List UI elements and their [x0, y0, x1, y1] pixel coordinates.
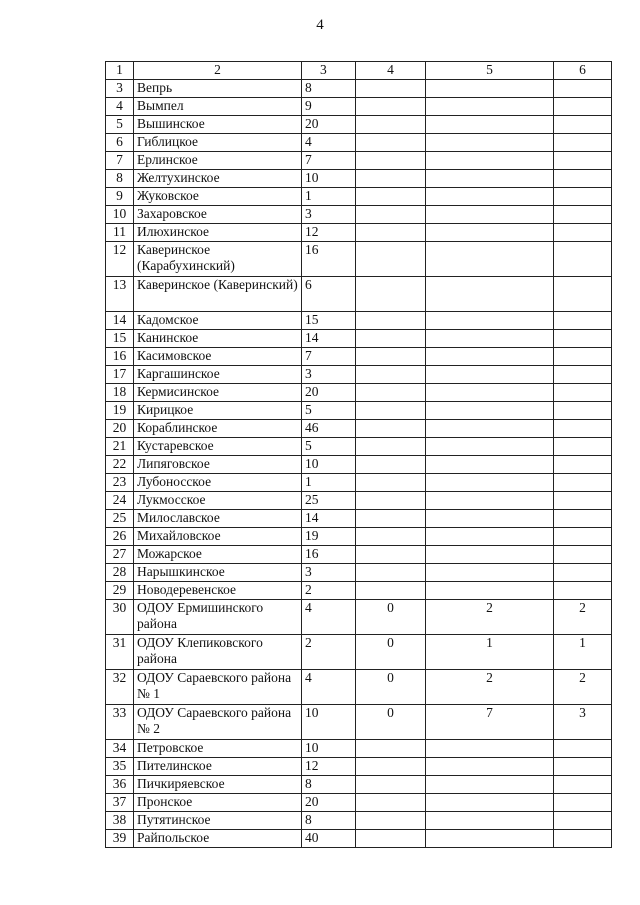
- table-cell: [426, 776, 554, 794]
- table-cell: 14: [302, 510, 356, 528]
- table-cell: [554, 582, 612, 600]
- table-cell: [426, 794, 554, 812]
- table-cell: [554, 152, 612, 170]
- table-cell: 7: [302, 152, 356, 170]
- data-table: [105, 61, 612, 848]
- table-cell: Желтухинское: [134, 170, 302, 188]
- table-cell: 24: [106, 492, 134, 510]
- table-cell: [554, 402, 612, 420]
- table-cell: [356, 456, 426, 474]
- table-cell: [554, 740, 612, 758]
- table-cell: 40: [302, 830, 356, 848]
- table-cell: 13: [106, 277, 134, 312]
- table-cell: Пичкиряевское: [134, 776, 302, 794]
- table-cell: [356, 438, 426, 456]
- table-row: [106, 812, 612, 830]
- table-cell: [426, 80, 554, 98]
- table-cell: 20: [302, 794, 356, 812]
- table-cell: Лукмосское: [134, 492, 302, 510]
- table-cell: 4: [106, 98, 134, 116]
- table-row: [106, 670, 612, 705]
- table-cell: [356, 348, 426, 366]
- table-cell: [554, 277, 612, 312]
- table-cell: Путятинское: [134, 812, 302, 830]
- table-cell: 16: [302, 546, 356, 564]
- table-cell: 6: [106, 134, 134, 152]
- table-cell: [356, 402, 426, 420]
- table-cell: 10: [302, 705, 356, 740]
- column-header: 2: [134, 62, 302, 80]
- table-cell: [554, 528, 612, 546]
- table-cell: Вымпел: [134, 98, 302, 116]
- table-cell: [554, 170, 612, 188]
- table-row: [106, 384, 612, 402]
- table-cell: 23: [106, 474, 134, 492]
- table-cell: 1: [302, 188, 356, 206]
- table-cell: 9: [106, 188, 134, 206]
- table-row: [106, 242, 612, 277]
- table-cell: 38: [106, 812, 134, 830]
- table-row: [106, 134, 612, 152]
- table-row: [106, 277, 612, 312]
- table-cell: [356, 80, 426, 98]
- table-cell: 28: [106, 564, 134, 582]
- table-cell: [356, 528, 426, 546]
- table-row: [106, 420, 612, 438]
- table-cell: [554, 188, 612, 206]
- table-cell: [356, 312, 426, 330]
- table-cell: 10: [106, 206, 134, 224]
- table-cell: Касимовское: [134, 348, 302, 366]
- table-cell: [356, 564, 426, 582]
- table-cell: 15: [302, 312, 356, 330]
- table-cell: [356, 492, 426, 510]
- table-cell: Михайловское: [134, 528, 302, 546]
- table-cell: 0: [356, 705, 426, 740]
- table-row: [106, 600, 612, 635]
- table-cell: 37: [106, 794, 134, 812]
- table-cell: Райпольское: [134, 830, 302, 848]
- table-cell: [554, 438, 612, 456]
- table-cell: [426, 98, 554, 116]
- column-header: 6: [554, 62, 612, 80]
- table-cell: 12: [302, 224, 356, 242]
- table-cell: [426, 116, 554, 134]
- table-row: [106, 582, 612, 600]
- table-cell: [426, 402, 554, 420]
- table-cell: 34: [106, 740, 134, 758]
- table-cell: [426, 242, 554, 277]
- table-cell: Жуковское: [134, 188, 302, 206]
- table-row: [106, 492, 612, 510]
- table-cell: Вепрь: [134, 80, 302, 98]
- table-cell: [426, 330, 554, 348]
- table-cell: [356, 366, 426, 384]
- table-cell: [356, 277, 426, 312]
- table-cell: Пронское: [134, 794, 302, 812]
- table-cell: [356, 242, 426, 277]
- table-row: [106, 366, 612, 384]
- table-row: [106, 206, 612, 224]
- table-cell: [356, 812, 426, 830]
- table-cell: [356, 776, 426, 794]
- table-cell: [356, 474, 426, 492]
- table-cell: 1: [302, 474, 356, 492]
- table-cell: 12: [302, 758, 356, 776]
- table-cell: [554, 510, 612, 528]
- table-cell: Кустаревское: [134, 438, 302, 456]
- table-cell: [554, 98, 612, 116]
- table-cell: Кораблинское: [134, 420, 302, 438]
- table-cell: Петровское: [134, 740, 302, 758]
- table-cell: 5: [106, 116, 134, 134]
- table-cell: [426, 206, 554, 224]
- table-cell: [426, 740, 554, 758]
- page-number: 4: [316, 17, 324, 33]
- table-cell: 7: [106, 152, 134, 170]
- table-row: [106, 776, 612, 794]
- table-cell: [426, 384, 554, 402]
- table-cell: [426, 170, 554, 188]
- table-cell: [426, 812, 554, 830]
- table-cell: 3: [554, 705, 612, 740]
- table-cell: 2: [302, 635, 356, 670]
- table-cell: [356, 420, 426, 438]
- table-row: [106, 635, 612, 670]
- table-cell: 8: [302, 80, 356, 98]
- table-row: [106, 438, 612, 456]
- table-cell: Липяговское: [134, 456, 302, 474]
- table-cell: [426, 528, 554, 546]
- table-cell: 25: [106, 510, 134, 528]
- table-row: [106, 402, 612, 420]
- table-cell: [426, 188, 554, 206]
- table-cell: [426, 152, 554, 170]
- table-cell: [356, 794, 426, 812]
- table-row: [106, 312, 612, 330]
- table-cell: [554, 564, 612, 582]
- table-row: [106, 528, 612, 546]
- table-cell: Новодеревенское: [134, 582, 302, 600]
- table-cell: 33: [106, 705, 134, 740]
- table-cell: 3: [302, 206, 356, 224]
- table-cell: Каверинское (Карабухинский): [134, 242, 302, 277]
- table-cell: 26: [106, 528, 134, 546]
- table-cell: 29: [106, 582, 134, 600]
- table-cell: 31: [106, 635, 134, 670]
- table-cell: 0: [356, 635, 426, 670]
- table-cell: 7: [426, 705, 554, 740]
- table-cell: [426, 830, 554, 848]
- table-cell: Нарышкинское: [134, 564, 302, 582]
- table-cell: [554, 492, 612, 510]
- table-cell: 4: [302, 600, 356, 635]
- table-cell: Ерлинское: [134, 152, 302, 170]
- table-cell: 11: [106, 224, 134, 242]
- column-header: 1: [106, 62, 134, 80]
- table-cell: [356, 582, 426, 600]
- table-cell: 15: [106, 330, 134, 348]
- table-cell: [554, 206, 612, 224]
- table-cell: 10: [302, 170, 356, 188]
- table-cell: 25: [302, 492, 356, 510]
- table-cell: [426, 456, 554, 474]
- table-row: [106, 152, 612, 170]
- table-row: [106, 98, 612, 116]
- table-cell: 16: [106, 348, 134, 366]
- table-cell: Гиблицкое: [134, 134, 302, 152]
- table-cell: [426, 474, 554, 492]
- table-cell: Каверинское (Каверинский): [134, 277, 302, 312]
- table-row: [106, 740, 612, 758]
- table-cell: ОДОУ Сараевского района № 1: [134, 670, 302, 705]
- table-cell: 19: [106, 402, 134, 420]
- table-cell: [426, 510, 554, 528]
- table-cell: [554, 546, 612, 564]
- table-cell: 32: [106, 670, 134, 705]
- table-cell: 1: [426, 635, 554, 670]
- table-cell: [356, 384, 426, 402]
- table-cell: Захаровское: [134, 206, 302, 224]
- table-cell: [554, 474, 612, 492]
- table-cell: 16: [302, 242, 356, 277]
- table-cell: Можарское: [134, 546, 302, 564]
- table-cell: 14: [106, 312, 134, 330]
- table-cell: [554, 348, 612, 366]
- table-cell: ОДОУ Клепиковского района: [134, 635, 302, 670]
- table-cell: 7: [302, 348, 356, 366]
- table-cell: 4: [302, 134, 356, 152]
- table-cell: [426, 366, 554, 384]
- table-cell: [554, 312, 612, 330]
- table-row: [106, 116, 612, 134]
- table-cell: 8: [106, 170, 134, 188]
- table-row: [106, 705, 612, 740]
- table-cell: 9: [302, 98, 356, 116]
- table-cell: [554, 384, 612, 402]
- table-row: [106, 830, 612, 848]
- table-cell: 1: [554, 635, 612, 670]
- table-cell: [554, 420, 612, 438]
- table-cell: [356, 546, 426, 564]
- table-cell: [356, 134, 426, 152]
- table-row: [106, 474, 612, 492]
- table-cell: [554, 242, 612, 277]
- table-cell: [426, 546, 554, 564]
- table-cell: [356, 170, 426, 188]
- column-header: 4: [356, 62, 426, 80]
- table-cell: [426, 420, 554, 438]
- table-cell: [356, 206, 426, 224]
- table-cell: [426, 582, 554, 600]
- table-cell: [356, 98, 426, 116]
- table-row: [106, 564, 612, 582]
- table-cell: 3: [106, 80, 134, 98]
- table-cell: 10: [302, 740, 356, 758]
- table-cell: [356, 830, 426, 848]
- table-cell: 2: [426, 600, 554, 635]
- table-row: [106, 510, 612, 528]
- table-cell: 19: [302, 528, 356, 546]
- table-cell: Илюхинское: [134, 224, 302, 242]
- table-cell: ОДОУ Сараевского района № 2: [134, 705, 302, 740]
- table-cell: 35: [106, 758, 134, 776]
- table-row: [106, 794, 612, 812]
- table-cell: 3: [302, 564, 356, 582]
- table-cell: ОДОУ Ермишинского района: [134, 600, 302, 635]
- table-cell: [554, 812, 612, 830]
- table-cell: 0: [356, 670, 426, 705]
- table-cell: [426, 277, 554, 312]
- table-cell: 20: [302, 116, 356, 134]
- table-cell: 36: [106, 776, 134, 794]
- table-cell: [426, 564, 554, 582]
- table-header-row: [106, 62, 612, 80]
- table-row: [106, 330, 612, 348]
- table-cell: [356, 188, 426, 206]
- table-cell: 5: [302, 402, 356, 420]
- table-row: [106, 546, 612, 564]
- table-cell: [426, 348, 554, 366]
- table-cell: [426, 758, 554, 776]
- table-cell: 21: [106, 438, 134, 456]
- table-cell: 10: [302, 456, 356, 474]
- table-cell: [426, 134, 554, 152]
- table-cell: [356, 740, 426, 758]
- column-header: 5: [426, 62, 554, 80]
- table-cell: [356, 330, 426, 348]
- table-cell: [356, 116, 426, 134]
- table-cell: [554, 224, 612, 242]
- table-cell: 3: [302, 366, 356, 384]
- table-cell: Кермисинское: [134, 384, 302, 402]
- table-cell: 17: [106, 366, 134, 384]
- table-cell: 6: [302, 277, 356, 312]
- table-cell: [554, 330, 612, 348]
- table-cell: Милославское: [134, 510, 302, 528]
- table-cell: [426, 312, 554, 330]
- table-cell: [554, 758, 612, 776]
- column-header: 3: [302, 62, 356, 80]
- table-row: [106, 224, 612, 242]
- table-cell: 18: [106, 384, 134, 402]
- table-cell: [356, 758, 426, 776]
- table-cell: 0: [356, 600, 426, 635]
- table-cell: [554, 830, 612, 848]
- table-cell: 2: [426, 670, 554, 705]
- table-cell: [554, 456, 612, 474]
- table-cell: [356, 510, 426, 528]
- table-cell: [356, 152, 426, 170]
- table-cell: [554, 366, 612, 384]
- table-cell: 12: [106, 242, 134, 277]
- table-row: [106, 348, 612, 366]
- table-row: [106, 188, 612, 206]
- table-cell: 8: [302, 776, 356, 794]
- table-cell: 2: [554, 670, 612, 705]
- table-row: [106, 170, 612, 188]
- table-cell: 2: [554, 600, 612, 635]
- table-cell: 27: [106, 546, 134, 564]
- table-row: [106, 456, 612, 474]
- table-cell: 5: [302, 438, 356, 456]
- table-cell: Вышинское: [134, 116, 302, 134]
- table-cell: 20: [302, 384, 356, 402]
- table-row: [106, 80, 612, 98]
- table-cell: [554, 80, 612, 98]
- table-cell: 4: [302, 670, 356, 705]
- table-cell: 14: [302, 330, 356, 348]
- table-cell: Кадомское: [134, 312, 302, 330]
- table-cell: 22: [106, 456, 134, 474]
- table-row: [106, 758, 612, 776]
- table-cell: Кирицкое: [134, 402, 302, 420]
- table-cell: 30: [106, 600, 134, 635]
- table-cell: [426, 492, 554, 510]
- table-cell: [426, 224, 554, 242]
- table-cell: Каргашинское: [134, 366, 302, 384]
- table-cell: Канинское: [134, 330, 302, 348]
- table-cell: Пителинское: [134, 758, 302, 776]
- table-cell: 39: [106, 830, 134, 848]
- table-cell: [356, 224, 426, 242]
- table-cell: 2: [302, 582, 356, 600]
- table-cell: [426, 438, 554, 456]
- table-cell: 46: [302, 420, 356, 438]
- table-cell: 8: [302, 812, 356, 830]
- table-cell: [554, 794, 612, 812]
- table-cell: [554, 134, 612, 152]
- table-cell: [554, 116, 612, 134]
- table-cell: [554, 776, 612, 794]
- table-cell: 20: [106, 420, 134, 438]
- table-cell: Лубоносское: [134, 474, 302, 492]
